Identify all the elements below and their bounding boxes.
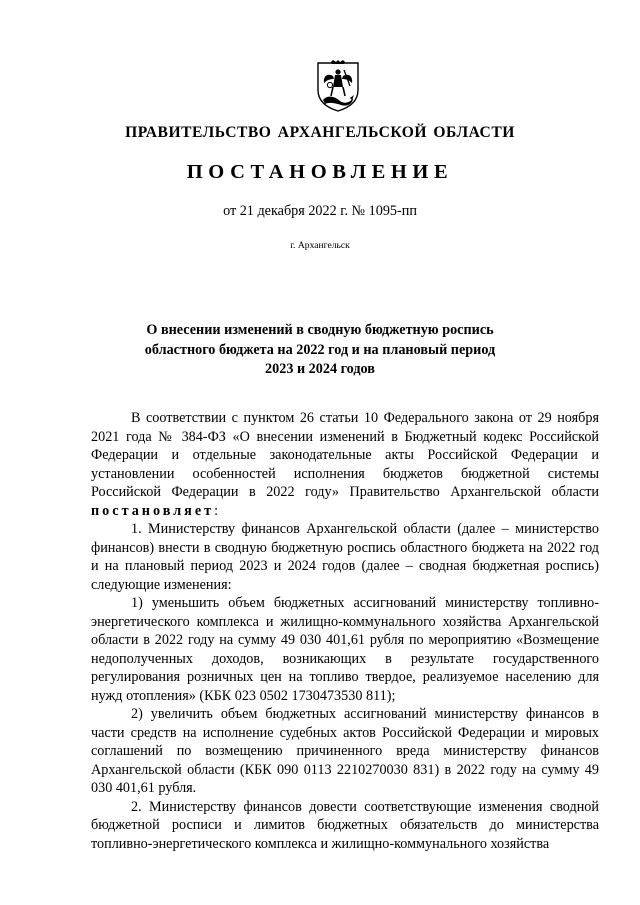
subitem-paragraph: 2) увеличить объем бюджетных ассигнований министерству финансов в части средств на исполнение судебных актов Российской Федерации и мировых соглашений по возмещению причиненного вреда министерству финансов Архангельской области (КБК 090 0113 2210270030 831) в 2022 году на сумму 49 030 401,61 рубля.	[91, 706, 599, 796]
preamble-paragraph	[91, 409, 599, 520]
title-line: областного бюджета на 2022 год и на плановый период	[144, 341, 496, 358]
document-type: ПОСТАНОВЛЕНИЕ	[186, 161, 454, 183]
decree-word: постановляет	[91, 502, 215, 519]
government-name: ПРАВИТЕЛЬСТВО АРХАНГЕЛЬСКОЙ ОБЛАСТИ	[125, 124, 515, 141]
archangel-coat-of-arms-icon	[314, 60, 362, 112]
subitem-paragraph: 1) уменьшить объем бюджетных ассигнований министерству топливно-энергетического комплекса и жилищно-коммунального хозяйства Архангельской области в 2022 году на сумму 49 030 401,61 рубля по мероприятию «Возмещение недополученных доходов, возникающих в результате государственного регулирования розничных цен на топливо твердое, реализуемое населению для нужд отопления» (КБК 023 0502 1730473530 811);	[91, 595, 599, 704]
preamble-text: В соответствии с пунктом 26 статьи 10 Федерального закона от 29 ноября 2021 года № 384-ФЗ «О внесении изменений в Бюджетный кодекс Российской Федерации и отдельные законодательные акты Российской Федерации и установлении особенностей исполнения бюджетов бюджетной системы Российской Федерации в 2022 году» Правительство Архангельской области	[91, 410, 599, 500]
item-paragraph: 1. Министерству финансов Архангельской области (далее – министерство финансов) внести в сводную бюджетную роспись областного бюджета на 2022 год и на плановый период 2023 и 2024 годов (далее – сводная бюджетная роспись) следующие изменения:	[91, 521, 599, 593]
title-line: 2023 и 2024 годов	[265, 361, 375, 377]
date-and-number: от 21 декабря 2022 г. № 1095-пп	[223, 203, 417, 219]
document-title	[128, 321, 512, 380]
document-body	[91, 409, 599, 853]
title-line: О внесении изменений в сводную бюджетную роспись	[146, 322, 494, 338]
decree-colon: :	[214, 502, 219, 519]
item-paragraph: 2. Министерству финансов довести соответствующие изменения сводной бюджетной росписи и лимитов бюджетных обязательств до министерства топливно-энергетического комплекса и жилищно-коммунального хозяйства	[91, 798, 599, 852]
city: г. Архангельск	[290, 240, 350, 251]
